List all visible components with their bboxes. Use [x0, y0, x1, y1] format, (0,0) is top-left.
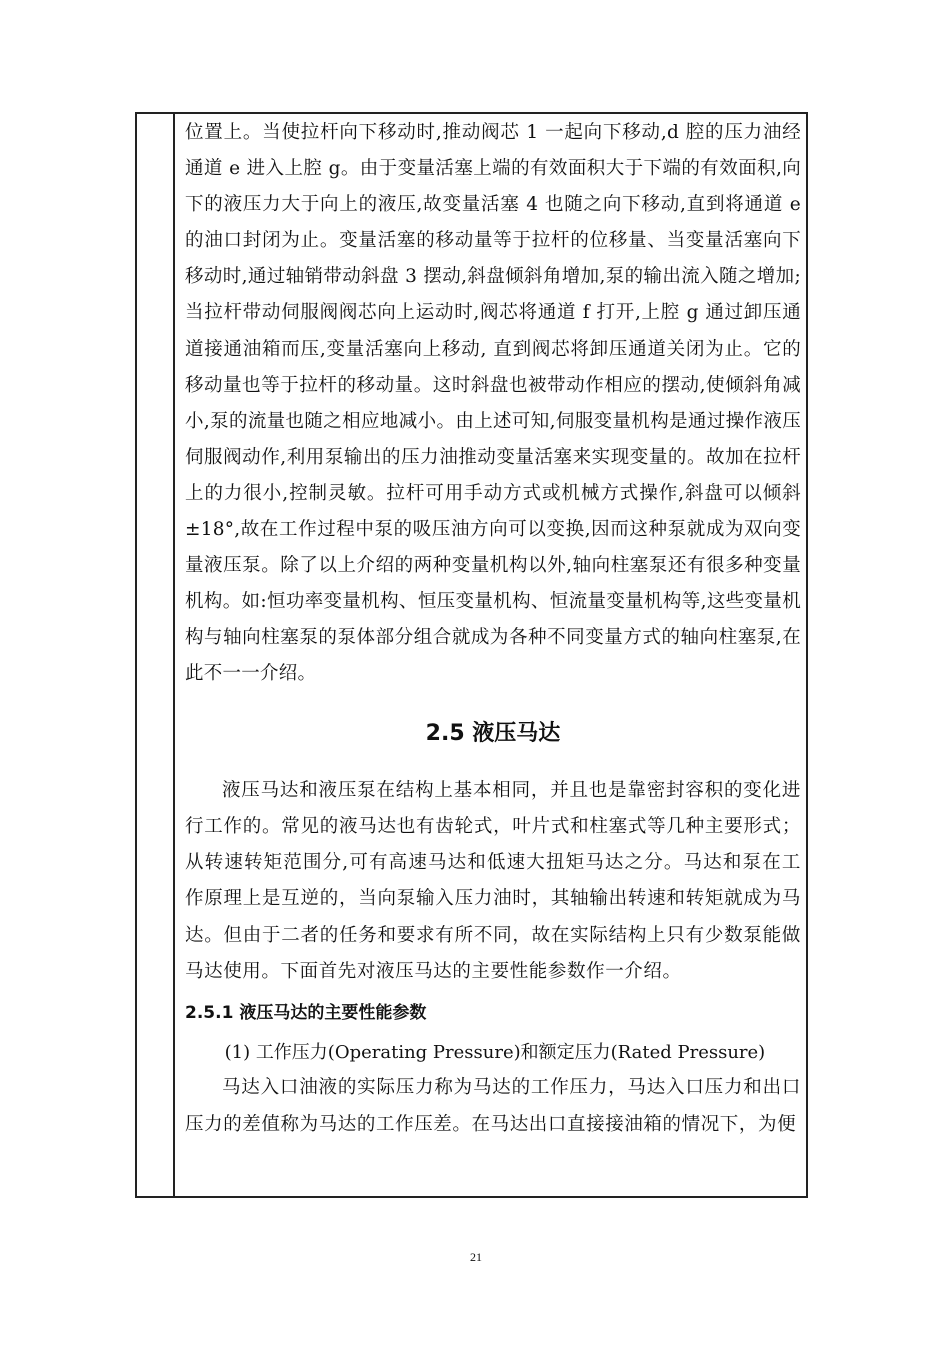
list-item-operating-pressure: (1) 工作压力(Operating Pressure)和额定压力(Rated Pressure) — [224, 1042, 766, 1064]
paragraph-continuation: 位置上。当使拉杆向下移动时,推动阀芯 1 一起向下移动,d 腔的压力油经通道 e 进入上腔 g。由于变量活塞上端的有效面积大于下端的有效面积,向下的液压力大于向上的液压,故变量活塞 4 也随之向下移动,直到将通道 e 的油口封闭为止。变量活塞的移动量等于拉杆的位移量、当变量活塞向下移动时,通过轴销带动斜盘 3 摆动,斜盘倾斜角增加,泵的输出流入随之增加;当拉杆带动伺服阀阀芯向上运动时,阀芯将通道 f 打开,上腔 g 通过卸压通道接通油箱而压,变量活塞向上移动, 直到阀芯将卸压通道关闭为止。它的移动量也等于拉杆的移动量。这时斜盘也被带动作相应的摆动,使倾斜角减小,泵的流量也随之相应地减小。由上述可知,伺服变量机构是通过操作液压伺服阀动作,利用泵输出的压力油推动变量活塞来实现变量的。故加在拉杆上的力很小,控制灵敏。拉杆可用手动方式或机械方式操作,斜盘可以倾斜±18°,故在工作过程中泵的吸压油方向可以变换,因而这种泵就成为双向变量液压泵。除了以上介绍的两种变量机构以外,轴向柱塞泵还有很多种变量机构。如:恒功率变量机构、恒压变量机构、恒流量变量机构等,这些变量机构与轴向柱塞泵的泵体部分组合就成为各种不同变量方式的轴向柱塞泵,在此不一一介绍。 — [185, 122, 801, 685]
content-cell — [185, 115, 801, 1143]
subsection-heading: 2.5.1 液压马达的主要性能参数 — [185, 1003, 427, 1024]
page-number: 21 — [470, 1250, 482, 1264]
section-heading: 2.5 液压马达 — [425, 720, 561, 746]
table-frame — [135, 112, 808, 1198]
left-column — [137, 114, 175, 1196]
paragraph-working-pressure: 马达入口油液的实际压力称为马达的工作压力，马达入口压力和出口压力的差值称为马达的工作压差。在马达出口直接接油箱的情况下，为便 — [185, 1077, 801, 1135]
paragraph-hydraulic-motor-intro: 液压马达和液压泵在结构上基本相同，并且也是靠密封容积的变化进行工作的。常见的液马达也有齿轮式，叶片式和柱塞式等几种主要形式；从转速转矩范围分,可有高速马达和低速大扭矩马达之分。马达和泵在工作原理上是互逆的，当向泵输入压力油时，其轴输出转速和转矩就成为马达。但由于二者的任务和要求有所不同，故在实际结构上只有少数泵能做马达使用。下面首先对液压马达的主要性能参数作一介绍。 — [185, 779, 801, 982]
